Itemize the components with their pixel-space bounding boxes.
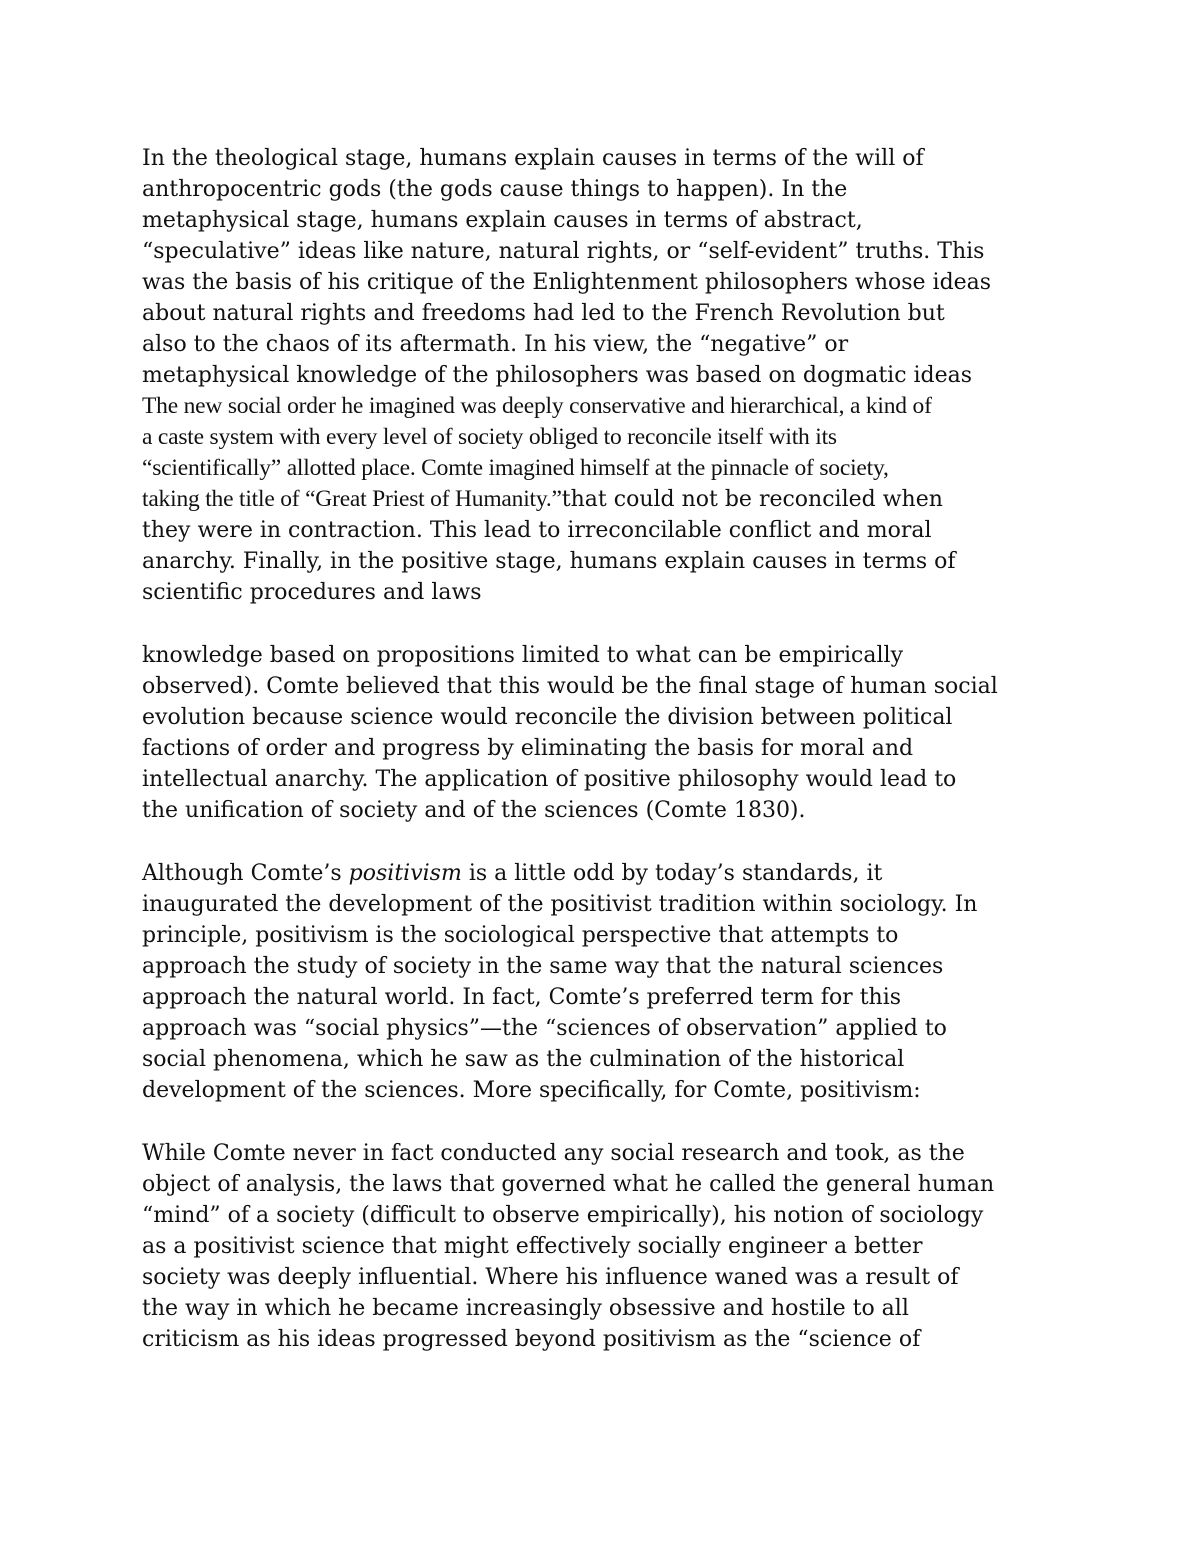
mixed-text-line <box>142 858 1102 889</box>
text-line: development of the sciences. More specifically, for Comte, positivism: <box>142 1078 921 1103</box>
text-line: knowledge based on propositions limited to what can be empirically <box>142 643 903 668</box>
text-line: evolution because science would reconcile the division between political <box>142 705 953 730</box>
text-line: object of analysis, the laws that governed what he called the general human <box>142 1172 995 1197</box>
text-line: was the basis of his critique of the Enlightenment philosophers whose ideas <box>142 270 992 295</box>
paragraph-3 <box>142 858 1102 1106</box>
paragraph-4 <box>142 1138 1102 1355</box>
text-line: about natural rights and freedoms had led to the French Revolution but <box>142 301 945 326</box>
text-line: metaphysical knowledge of the philosophers was based on dogmatic ideas <box>142 363 973 388</box>
paragraph-1 <box>142 143 1102 608</box>
text-line: as a positivist science that might effectively socially engineer a better <box>142 1234 923 1259</box>
text-line: scientific procedures and laws <box>142 580 482 605</box>
text-line: factions of order and progress by eliminating the basis for moral and <box>142 736 914 761</box>
mixed-text-line <box>142 484 1102 515</box>
text-line: they were in contraction. This lead to irreconcilable conflict and moral <box>142 518 932 543</box>
pasted-text-line: The new social order he imagined was deeply conservative and hierarchical, a kind of <box>142 393 932 419</box>
text-fragment: Although Comte’s <box>142 861 349 886</box>
text-line: inaugurated the development of the positivist tradition within sociology. In <box>142 892 978 917</box>
paragraph-2 <box>142 640 1102 826</box>
pasted-text-fragment: taking the title of “Great Priest of Humanity.” <box>142 486 562 512</box>
text-line: principle, positivism is the sociological perspective that attempts to <box>142 923 899 948</box>
text-line: the unification of society and of the sciences (Comte 1830). <box>142 798 806 823</box>
text-line: “mind” of a society (difficult to observe empirically), his notion of sociology <box>142 1203 984 1228</box>
italic-term: positivism <box>348 861 462 886</box>
pasted-text-line: “scientifically” allotted place. Comte imagined himself at the pinnacle of society, <box>142 455 889 481</box>
text-line: “speculative” ideas like nature, natural rights, or “self-evident” truths. This <box>142 239 985 264</box>
text-line: approach the natural world. In fact, Comte’s preferred term for this <box>142 985 902 1010</box>
text-line: In the theological stage, humans explain causes in terms of the will of <box>142 146 924 171</box>
text-fragment: is a little odd by today’s standards, it <box>461 861 883 886</box>
text-line: While Comte never in fact conducted any social research and took, as the <box>142 1141 965 1166</box>
pasted-text-line: a caste system with every level of society obliged to reconcile itself with its <box>142 424 837 450</box>
text-line: anthropocentric gods (the gods cause things to happen). In the <box>142 177 848 202</box>
text-line: intellectual anarchy. The application of positive philosophy would lead to <box>142 767 957 792</box>
text-line: criticism as his ideas progressed beyond positivism as the “science of <box>142 1327 921 1352</box>
text-line: metaphysical stage, humans explain causes in terms of abstract, <box>142 208 863 233</box>
text-fragment: that could not be reconciled when <box>561 487 943 512</box>
text-line: the way in which he became increasingly obsessive and hostile to all <box>142 1296 909 1321</box>
text-line: social phenomena, which he saw as the culmination of the historical <box>142 1047 905 1072</box>
text-line: observed). Comte believed that this would be the final stage of human social <box>142 674 998 699</box>
text-line: approach was “social physics”—the “sciences of observation” applied to <box>142 1016 947 1041</box>
text-line: also to the chaos of its aftermath. In his view, the “negative” or <box>142 332 849 357</box>
text-line: anarchy. Finally, in the positive stage, humans explain causes in terms of <box>142 549 956 574</box>
text-line: approach the study of society in the same way that the natural sciences <box>142 954 944 979</box>
text-line: society was deeply influential. Where his influence waned was a result of <box>142 1265 959 1290</box>
